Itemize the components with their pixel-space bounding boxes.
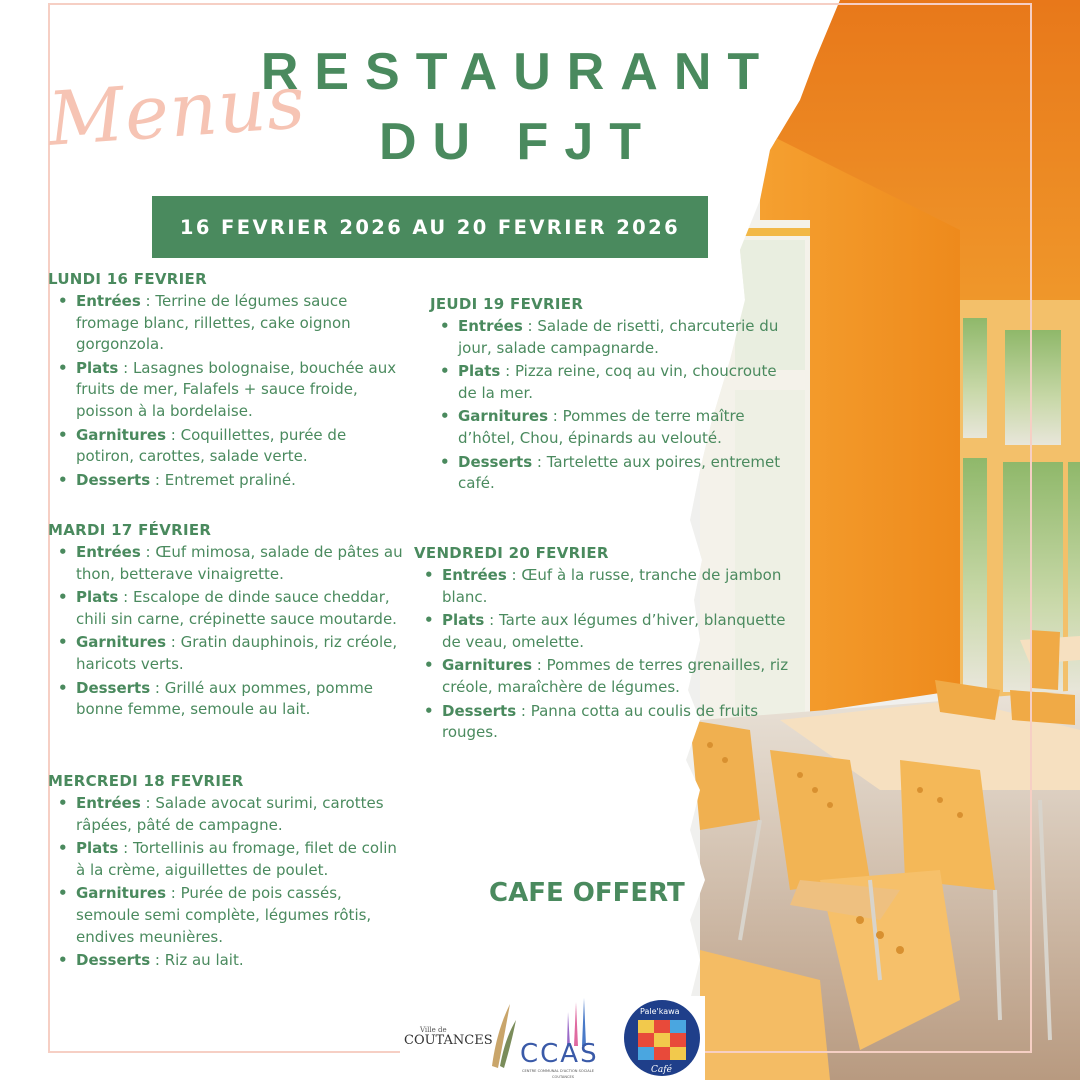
- menu-item-text: : Pizza reine, coq au vin, choucroute de la mer.: [458, 362, 777, 402]
- cafe-offert-label: CAFE OFFERT: [489, 878, 685, 908]
- cafe-logo-top: Pale'kawa: [640, 1007, 680, 1016]
- menu-item-label: Desserts: [76, 470, 151, 489]
- menu-item: [48, 587, 403, 630]
- restaurant-title-line2: DU FJT: [379, 113, 657, 171]
- menu-item: [48, 883, 398, 948]
- menu-item: [430, 316, 800, 359]
- menu-item: [414, 610, 804, 653]
- day-menu-lundi: [48, 270, 408, 493]
- menu-item-text: : Escalope de dinde sauce cheddar, chili sin carne, crépinette sauce moutarde.: [76, 588, 397, 628]
- menu-item-text: : Purée de pois cassés, semoule semi complète, légumes rôtis, endives meunières.: [76, 884, 372, 946]
- day-title: JEUDI 19 FEVRIER: [430, 295, 584, 313]
- menu-item-text: : Tarte aux légumes d’hiver, blanquette de veau, omelette.: [442, 611, 786, 651]
- menu-item-text: : Pommes de terres grenailles, riz créole, maraîchère de légumes.: [442, 656, 789, 696]
- coutances-logo: [400, 996, 518, 1080]
- menu-item-text: : Coquillettes, purée de potiron, carottes, salade verte.: [76, 425, 347, 466]
- menu-item-label: Entrées: [442, 566, 507, 584]
- menu-item-label: Desserts: [442, 701, 517, 720]
- menu-item-text: : Entremet praliné.: [150, 470, 296, 489]
- menu-item-label: Entrées: [76, 292, 141, 310]
- menu-item: [414, 655, 804, 698]
- menu-item-text: : Terrine de légumes sauce fromage blanc, rillettes, cake oignon gorgonzola.: [76, 292, 351, 354]
- date-range-banner: [152, 196, 708, 258]
- menu-item-label: Plats: [458, 362, 501, 381]
- day-title: MARDI 17 FÉVRIER: [48, 521, 212, 539]
- menu-item-text: : Panna cotta au coulis de fruits rouges.: [442, 701, 759, 742]
- day-menu-vendredi: [414, 544, 804, 746]
- menu-item-label: Desserts: [76, 951, 151, 970]
- menu-item: [48, 358, 408, 423]
- menu-item-text: : Salade de risetti, charcuterie du jour, salade campagnarde.: [458, 317, 779, 357]
- menu-item: [48, 793, 398, 836]
- menu-item: [430, 452, 800, 495]
- menu-item: [48, 632, 403, 675]
- menu-item: [48, 678, 403, 721]
- menu-item-text: : Œuf mimosa, salade de pâtes au thon, betterave vinaigrette.: [76, 543, 403, 583]
- menu-item-text: : Tartelette aux poires, entremet café.: [458, 452, 781, 493]
- day-title: LUNDI 16 FEVRIER: [48, 270, 207, 288]
- menu-item-text: : Grillé aux pommes, pomme bonne femme, semoule au lait.: [76, 678, 374, 719]
- day-menu-jeudi: [430, 295, 800, 497]
- menu-item-text: : Riz au lait.: [150, 951, 244, 970]
- menus-script-heading: Menus: [45, 59, 309, 163]
- menu-item-label: Garnitures: [458, 407, 548, 426]
- menu-item: [430, 406, 800, 449]
- day-title: VENDREDI 20 FEVRIER: [414, 544, 609, 562]
- menu-item: [430, 361, 800, 404]
- cafe-logo-bottom: Café: [651, 1065, 672, 1075]
- menu-item-label: Garnitures: [76, 633, 166, 652]
- partner-logos: [400, 996, 705, 1080]
- cafe-logo: [620, 996, 705, 1080]
- day-menu-mercredi: [48, 772, 398, 974]
- menu-item-label: Plats: [442, 611, 485, 630]
- menu-item-text: : Salade avocat surimi, carottes râpées, pâté de campagne.: [76, 794, 384, 834]
- menu-item-label: Plats: [76, 839, 119, 858]
- menu-item-text: : Lasagnes bolognaise, bouchée aux fruits de mer, Falafels + sauce froide, poisson à la bordelaise.: [76, 358, 397, 420]
- menu-item-label: Desserts: [76, 678, 151, 697]
- menu-item: [414, 701, 804, 744]
- menu-item-label: Garnitures: [76, 884, 166, 903]
- menu-item: [414, 565, 804, 608]
- menu-item-label: Plats: [76, 358, 119, 377]
- menu-item-text: : Gratin dauphinois, riz créole, haricots verts.: [76, 633, 398, 673]
- date-range-text: 16 FEVRIER 2026 AU 20 FEVRIER 2026: [179, 215, 681, 239]
- menu-item-label: Garnitures: [442, 656, 532, 675]
- menu-item-text: : Œuf à la russe, tranche de jambon blanc.: [442, 566, 782, 606]
- menu-item-label: Garnitures: [76, 425, 166, 444]
- day-title: MERCREDI 18 FEVRIER: [48, 772, 244, 790]
- menu-item: [48, 291, 408, 356]
- ccas-logo: [518, 996, 620, 1080]
- menu-item: [48, 425, 408, 468]
- day-menu-mardi: [48, 521, 403, 723]
- menu-item: [48, 470, 408, 492]
- ccas-logo-city: COUTANCES: [552, 1075, 575, 1079]
- menu-item: [48, 838, 398, 881]
- menu-item: [48, 950, 398, 972]
- coutances-logo-text: COUTANCES: [404, 1033, 493, 1048]
- menu-item-text: : Pommes de terre maître d’hôtel, Chou, épinards au velouté.: [458, 407, 745, 447]
- menu-item-label: Entrées: [76, 794, 141, 812]
- coutances-logo-small: Ville de: [420, 1026, 447, 1034]
- menu-item: [48, 542, 403, 585]
- menu-item-label: Entrées: [76, 543, 141, 561]
- ccas-logo-subtitle: CENTRE COMMUNAL D'ACTION SOCIALE: [522, 1069, 595, 1073]
- restaurant-title-line1: RESTAURANT: [260, 43, 776, 101]
- menu-item-label: Desserts: [458, 452, 533, 471]
- ccas-logo-text: CCAS: [520, 1039, 599, 1069]
- menu-item-label: Plats: [76, 588, 119, 607]
- menu-item-label: Entrées: [458, 317, 523, 335]
- menu-item-text: : Tortellinis au fromage, filet de colin à la crème, aiguillettes de poulet.: [76, 839, 397, 879]
